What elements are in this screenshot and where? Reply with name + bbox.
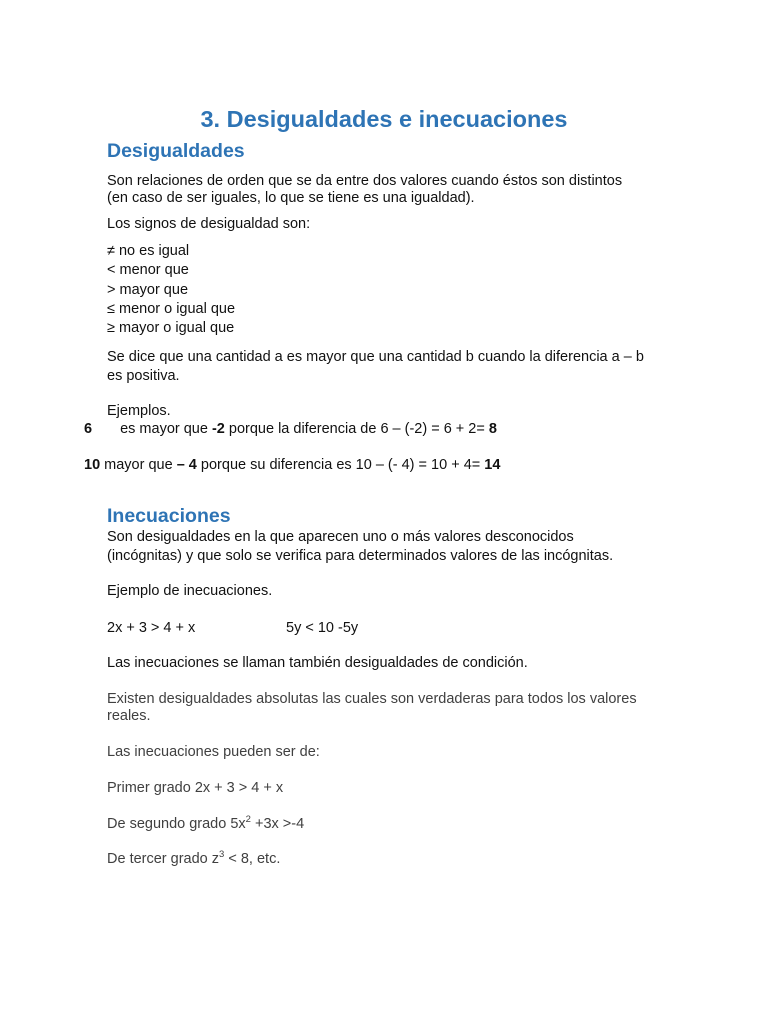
third-degree-text: De tercer grado z (107, 851, 220, 867)
example-2-text-2: porque su diferencia es 10 – (- 4) = 10 + 4= (196, 457, 485, 473)
inequality-example-a: 2x + 3 > 4 + x (107, 620, 196, 636)
example-1 (84, 420, 497, 439)
third-degree-exponent: 3 (219, 849, 225, 860)
second-degree-text: De segundo grado 5x (107, 816, 246, 832)
third-degree-rest: < 8, etc. (224, 851, 281, 867)
second-degree-rest: +3x >-4 (250, 816, 305, 832)
rule-line-2: es positiva. (107, 368, 180, 384)
example-1-value-b: -2 (211, 421, 225, 437)
intro-line-1: Son relaciones de orden que se da entre dos valores cuando éstos son distintos (107, 173, 623, 189)
examples-label: Ejemplos. (107, 403, 171, 419)
example-1-text-2: porque la diferencia de 6 – (-2) = 6 + 2= (224, 421, 489, 437)
types-label: Las inecuaciones pueden ser de: (107, 744, 320, 760)
example-1-value-a: 6 (84, 421, 93, 437)
rule-line-1: Se dice que una cantidad a es mayor que una cantidad b cuando la diferencia a – b (107, 349, 644, 365)
page-title: 3. Desigualdades e inecuaciones (200, 106, 568, 132)
intro-line-2: (en caso de ser iguales, lo que se tiene es una igualdad). (107, 190, 475, 206)
example-2-result: 14 (484, 457, 501, 473)
example-2-value-b: – 4 (176, 457, 197, 473)
first-degree-example: Primer grado 2x + 3 > 4 + x (107, 780, 284, 796)
inequality-example-b: 5y < 10 -5y (286, 620, 359, 636)
sign-item-less-than: < menor que (107, 262, 189, 278)
second-degree-example (107, 815, 304, 834)
example-1-text-1: es mayor que (120, 421, 212, 437)
section-heading-desigualdades: Desigualdades (107, 140, 245, 162)
sign-item-greater-equal: ≥ mayor o igual que (107, 320, 235, 336)
example-2-text-1: mayor que (100, 457, 177, 473)
absolute-line-2: reales. (107, 708, 151, 724)
example-1-result: 8 (488, 421, 497, 437)
sign-item-greater-than: > mayor que (107, 282, 189, 298)
also-called-text: Las inecuaciones se llaman también desigualdades de condición. (107, 655, 528, 671)
inequality-examples-label: Ejemplo de inecuaciones. (107, 583, 273, 599)
absolute-line-1: Existen desigualdades absolutas las cuales son verdaderas para todos los valores (107, 691, 637, 707)
sign-item-not-equal: ≠ no es igual (107, 243, 190, 259)
signs-intro: Los signos de desigualdad son: (107, 216, 311, 232)
example-2 (84, 456, 500, 475)
sign-item-less-equal: ≤ menor o igual que (107, 301, 236, 317)
definition-line-2: (incógnitas) y que solo se verifica para determinados valores de las incógnitas. (107, 548, 614, 564)
second-degree-exponent: 2 (245, 814, 251, 825)
section-heading-inecuaciones: Inecuaciones (107, 505, 231, 527)
third-degree-example (107, 850, 280, 869)
definition-line-1: Son desigualdades en la que aparecen uno o más valores desconocidos (107, 529, 574, 545)
example-2-value-a: 10 (84, 457, 101, 473)
